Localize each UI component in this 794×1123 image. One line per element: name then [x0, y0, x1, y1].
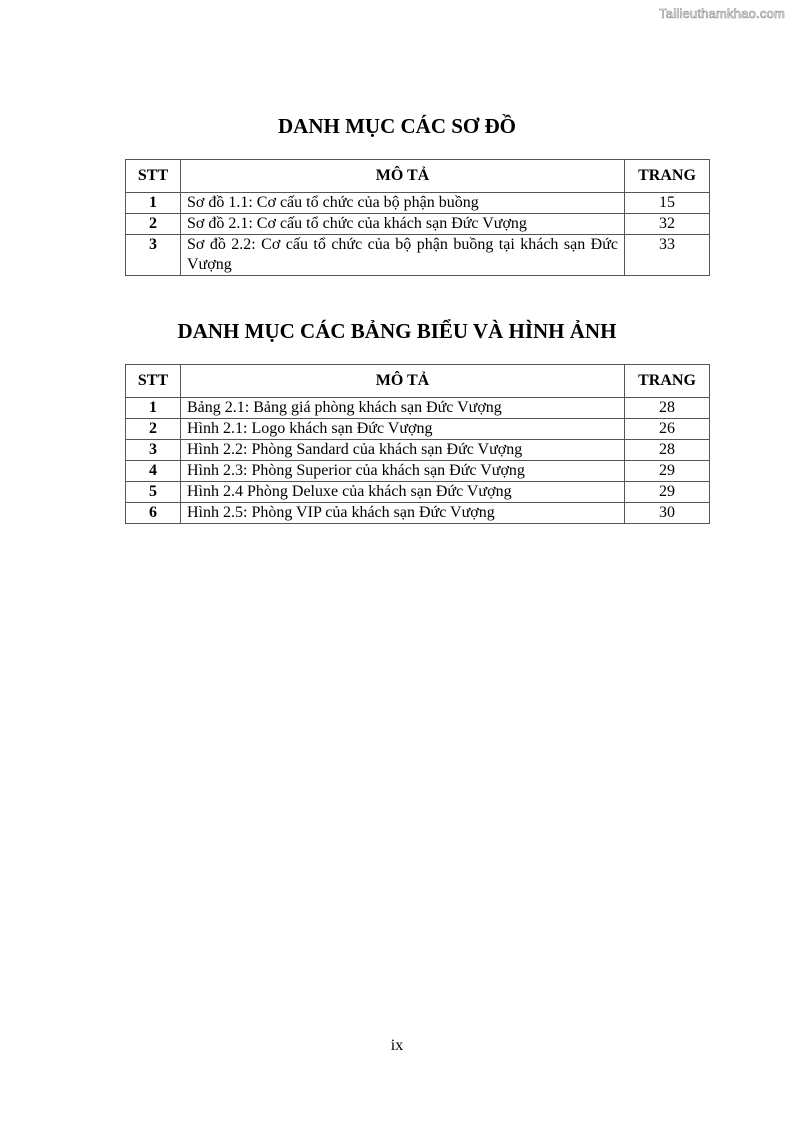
page-number: ix: [390, 1037, 404, 1054]
cell-page: 28: [625, 398, 710, 419]
cell-stt: 3: [126, 440, 181, 461]
cell-stt: 1: [126, 193, 181, 214]
cell-desc: Sơ đồ 2.1: Cơ cấu tổ chức của khách sạn Đức Vượng: [181, 214, 625, 235]
cell-desc: Sơ đồ 1.1: Cơ cấu tổ chức của bộ phận buồng: [181, 193, 625, 214]
table-row: [126, 440, 710, 461]
header-stt: STT: [126, 160, 181, 193]
cell-page: 29: [625, 482, 710, 503]
cell-page: 26: [625, 419, 710, 440]
table-row: [126, 419, 710, 440]
watermark: Tailieuthamkhao.com: [659, 6, 785, 21]
cell-desc: Hình 2.5: Phòng VIP của khách sạn Đức Vượng: [181, 503, 625, 524]
header-desc: MÔ TẢ: [181, 160, 625, 193]
table-row: [126, 398, 710, 419]
cell-stt: 5: [126, 482, 181, 503]
diagram-list-table: [125, 159, 710, 276]
table-row: [126, 214, 710, 235]
cell-stt: 2: [126, 214, 181, 235]
cell-stt: 3: [126, 235, 181, 276]
header-page: TRANG: [625, 365, 710, 398]
table-header-row: [126, 365, 710, 398]
cell-desc: Hình 2.4 Phòng Deluxe của khách sạn Đức Vượng: [181, 482, 625, 503]
header-page: TRANG: [625, 160, 710, 193]
tables-figures-list-table: [125, 364, 710, 524]
table-row: [126, 482, 710, 503]
cell-page: 28: [625, 440, 710, 461]
cell-page: 33: [625, 235, 710, 276]
cell-desc: Sơ đồ 2.2: Cơ cấu tổ chức của bộ phận buồng tại khách sạn Đức Vượng: [181, 235, 625, 276]
cell-desc: Hình 2.3: Phòng Superior của khách sạn Đức Vượng: [181, 461, 625, 482]
table-header-row: [126, 160, 710, 193]
table-row: [126, 461, 710, 482]
cell-stt: 6: [126, 503, 181, 524]
cell-stt: 4: [126, 461, 181, 482]
table-row: [126, 503, 710, 524]
cell-desc: Bảng 2.1: Bảng giá phòng khách sạn Đức Vượng: [181, 398, 625, 419]
cell-stt: 2: [126, 419, 181, 440]
table-row: [126, 235, 710, 276]
cell-desc: Hình 2.1: Logo khách sạn Đức Vượng: [181, 419, 625, 440]
cell-desc: Hình 2.2: Phòng Sandard của khách sạn Đức Vượng: [181, 440, 625, 461]
cell-page: 29: [625, 461, 710, 482]
cell-page: 15: [625, 193, 710, 214]
table-row: [126, 193, 710, 214]
header-desc: MÔ TẢ: [181, 365, 625, 398]
cell-page: 30: [625, 503, 710, 524]
section2-title: DANH MỤC CÁC BẢNG BIỂU VÀ HÌNH ẢNH: [177, 319, 617, 343]
cell-page: 32: [625, 214, 710, 235]
header-stt: STT: [126, 365, 181, 398]
cell-stt: 1: [126, 398, 181, 419]
section1-title: DANH MỤC CÁC SƠ ĐỒ: [278, 114, 516, 138]
